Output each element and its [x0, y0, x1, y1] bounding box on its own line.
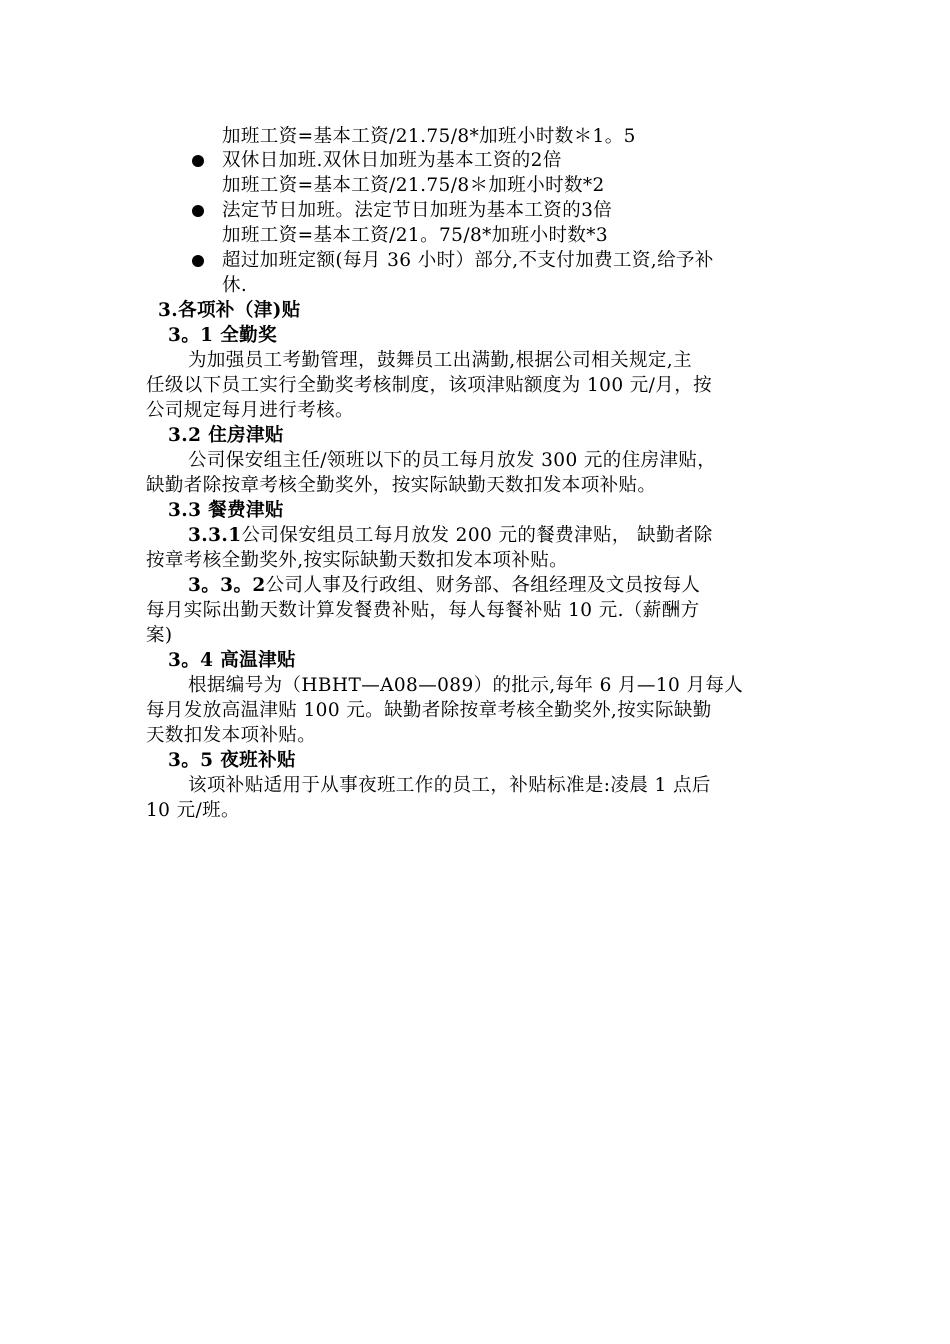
section-3-4-line-1: 根据编号为（HBHT—A08—089）的批示,每年 6 月—10 月每人 — [188, 675, 744, 696]
bullet-icon — [192, 205, 204, 217]
section-3-3-1-line-1 — [188, 523, 713, 548]
section-3-3-2-text: 公司人事及行政组、财务部、各组经理及文员按每人 — [265, 575, 701, 596]
overtime-limit-line-2: 休. — [222, 275, 248, 296]
section-3-2-line-1: 公司保安组主任/领班以下的员工每月放发 300 元的住房津贴， — [188, 450, 717, 471]
section-3-5-line-1: 该项补贴适用于从事夜班工作的员工，补贴标准是:凌晨 1 点后 — [188, 775, 711, 796]
section-3-3-1-text: 公司保安组员工每月放发 200 元的餐费津贴， 缺勤者除 — [241, 525, 713, 546]
holiday-overtime-title: 法定节日加班。法定节日加班为基本工资的3倍 — [222, 200, 613, 221]
section-3-3-2-line-3: 案) — [146, 625, 173, 646]
holiday-overtime-formula: 加班工资=基本工资/21。75/8*加班小时数*3 — [222, 225, 609, 246]
section-3-1-line-1: 为加强员工考勤管理，鼓舞员工出满勤,根据公司相关规定,主 — [188, 350, 692, 371]
section-3-3-2-line-2: 每月实际出勤天数计算发餐费补贴，每人每餐补贴 10 元.（薪酬方 — [146, 600, 700, 621]
section-3-2-heading: 3.2 住房津贴 — [168, 425, 284, 446]
weekend-overtime-formula: 加班工资=基本工资/21.75/8＊加班小时数*2 — [222, 175, 605, 196]
section-3-4-line-3: 天数扣发本项补贴。 — [146, 725, 317, 746]
section-3-1-line-2: 任级以下员工实行全勤奖考核制度，该项津贴额度为 100 元/月，按 — [146, 375, 713, 396]
section-3-1-heading: 3。1 全勤奖 — [168, 325, 277, 346]
section-3-1-line-3: 公司规定每月进行考核。 — [146, 400, 354, 421]
section-3-3-2-number: 3。3。2 — [188, 575, 266, 596]
section-3-5-heading: 3。5 夜班补贴 — [168, 750, 296, 771]
section-3-heading: 3.各项补（津)贴 — [158, 300, 301, 321]
section-3-4-heading: 3。4 高温津贴 — [168, 650, 296, 671]
section-3-5-line-2: 10 元/班。 — [146, 800, 240, 821]
weekday-overtime-formula: 加班工资=基本工资/21.75/8*加班小时数＊1。5 — [222, 126, 636, 147]
section-3-3-1-line-2: 按章考核全勤奖外,按实际缺勤天数扣发本项补贴。 — [146, 550, 569, 571]
bullet-icon — [192, 155, 204, 167]
section-3-3-1-number: 3.3.1 — [188, 525, 242, 546]
bullet-icon — [192, 255, 204, 267]
section-3-2-line-2: 缺勤者除按章考核全勤奖外，按实际缺勤天数扣发本项补贴。 — [146, 475, 657, 496]
section-3-4-line-2: 每月发放高温津贴 100 元。缺勤者除按章考核全勤奖外,按实际缺勤 — [146, 700, 712, 721]
weekend-overtime-title: 双休日加班.双休日加班为基本工资的2倍 — [222, 150, 562, 171]
section-3-3-heading: 3.3 餐费津贴 — [168, 500, 284, 521]
section-3-3-2-line-1 — [188, 573, 700, 598]
overtime-limit-line-1: 超过加班定额(每月 36 小时）部分,不支付加费工资,给予补 — [222, 250, 714, 271]
